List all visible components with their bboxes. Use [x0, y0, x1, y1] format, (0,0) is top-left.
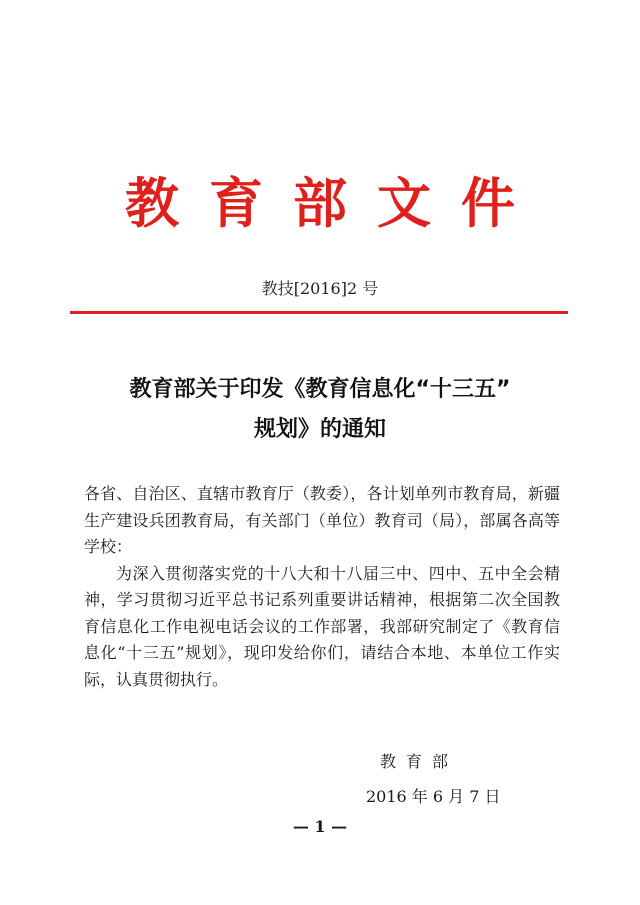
- document-title: [0, 370, 640, 450]
- page-number: — 1 —: [292, 817, 348, 836]
- signature-date: 2016 年 6 月 7 日: [366, 787, 501, 806]
- signature-organization: 教育部: [380, 752, 459, 771]
- document-body: [84, 481, 560, 693]
- document-number: 教技[2016]2 号: [261, 279, 379, 298]
- body-paragraph: 为深入贯彻落实党的十八大和十八届三中、四中、五中全会精神，学习贯彻习近平总书记系列重要讲话精神，根据第二次全国教育信息化工作电视电话会议的工作部署，我部研究制定了《教育信息化“十三五”规划》，现印发给你们，请结合本地、本单位工作实际，认真贯彻执行。: [84, 563, 560, 689]
- red-divider-rule: [70, 311, 568, 314]
- title-line-2: 规划》的通知: [253, 417, 386, 442]
- title-line-1: 教育部关于印发《教育信息化“十三五”: [129, 377, 511, 402]
- issuer-heading: 教育部文件: [125, 172, 545, 235]
- addressees: 各省、自治区、直辖市教育厅（教委），各计划单列市教育局，新疆生产建设兵团教育局，有关部门（单位）教育司（局），部属各高等学校：: [84, 484, 560, 556]
